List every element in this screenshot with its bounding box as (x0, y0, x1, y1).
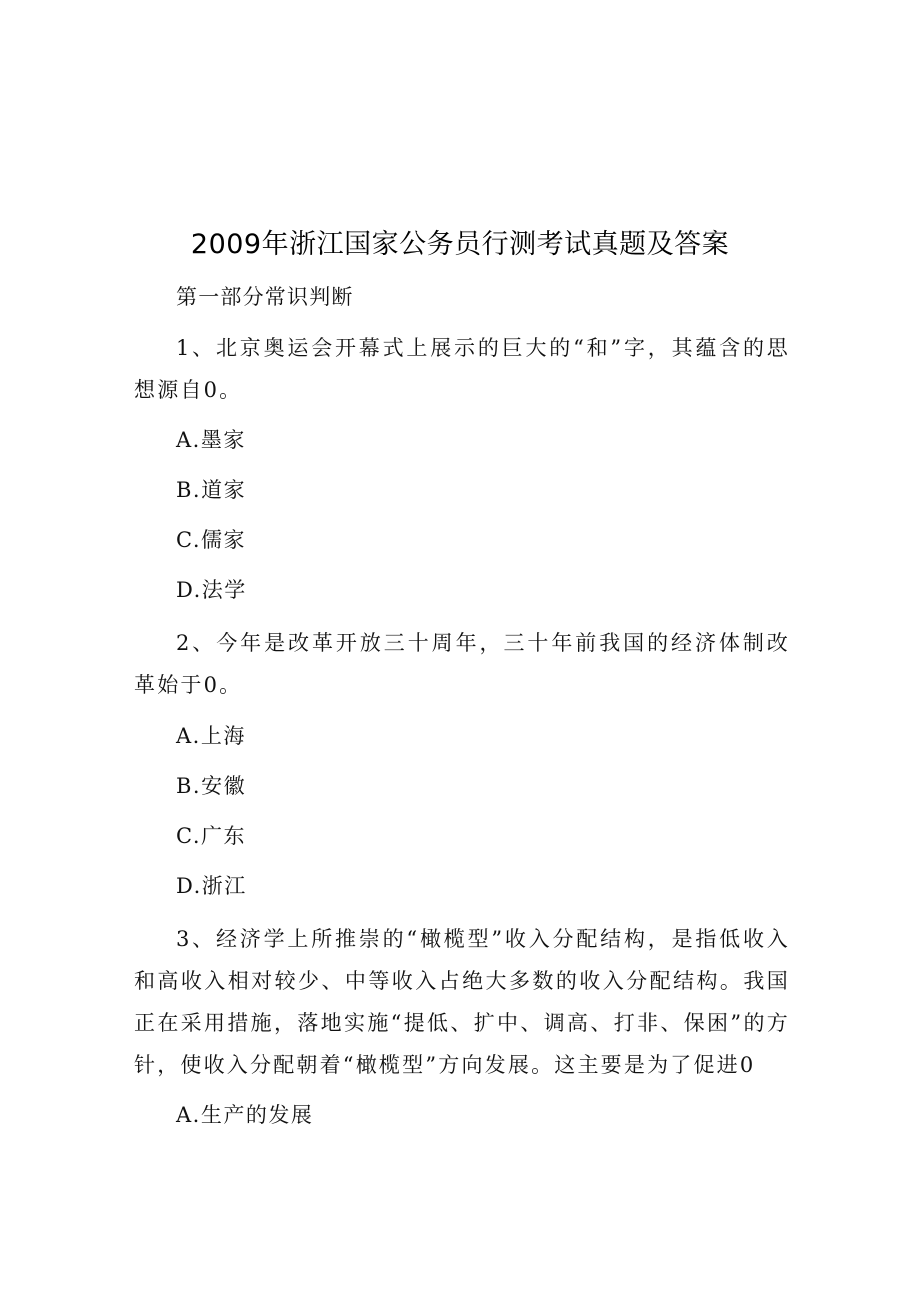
question-2-option-c: C.广东 (176, 824, 246, 848)
question-1-option-b: B.道家 (176, 478, 247, 502)
document-title: 2009年浙江国家公务员行测考试真题及答案 (190, 229, 730, 260)
question-1-option-a: A.墨家 (176, 428, 246, 452)
question-2-option-b: B.安徽 (176, 774, 247, 798)
question-2-stem: 2、今年是改革开放三十周年，三十年前我国的经济体制改革始于0。 (134, 631, 790, 697)
question-2-option-a: A.上海 (176, 724, 246, 748)
question-1-option-c: C.儒家 (176, 528, 246, 552)
question-3-option-a: A.生产的发展 (176, 1103, 314, 1127)
question-1-stem: 1、北京奥运会开幕式上展示的巨大的“和”字，其蕴含的思想源自0。 (134, 336, 790, 402)
question-2-option-d: D.浙江 (176, 874, 247, 898)
question-1-option-d: D.法学 (176, 578, 247, 602)
question-3-stem: 3、经济学上所推崇的“橄榄型”收入分配结构，是指低收入和高收入相对较少、中等收入占绝大多数的收入分配结构。我国正在采用措施，落地实施“提低、扩中、调高、打非、保困”的方针，使收入分配朝着“橄榄型”方向发展。这主要是为了促进0 (134, 927, 790, 1077)
section-heading: 第一部分常识判断 (176, 285, 354, 309)
